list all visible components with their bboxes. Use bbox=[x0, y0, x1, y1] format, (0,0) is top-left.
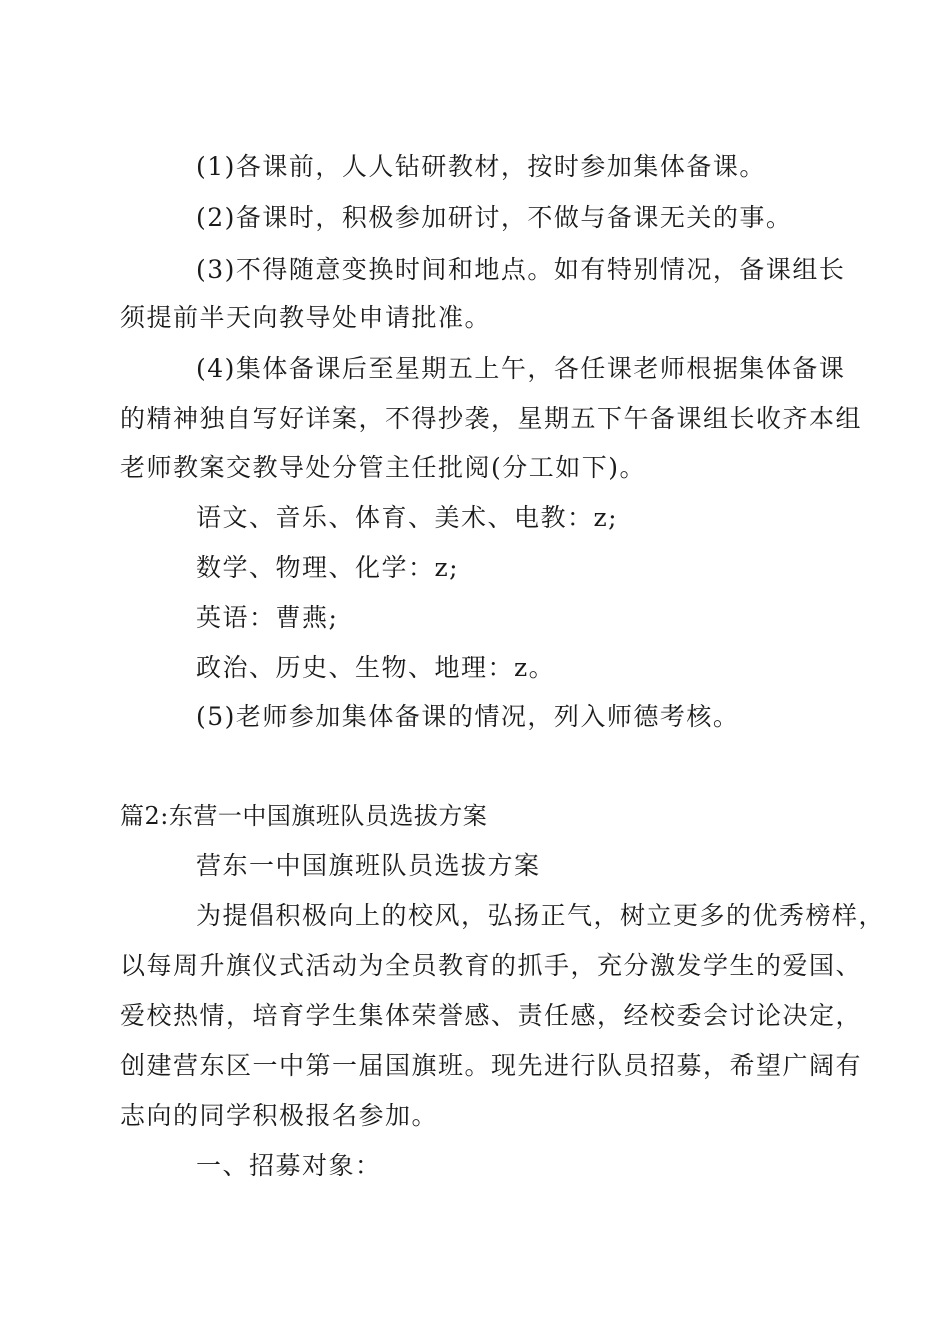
rule-item-2: (2)备课时，积极参加研讨，不做与备课无关的事。 bbox=[196, 203, 793, 232]
rule-item-5: (5)老师参加集体备课的情况，列入师德考核。 bbox=[196, 702, 740, 731]
rule-item-4-line-3: 老师教案交教导处分管主任批阅(分工如下)。 bbox=[120, 453, 647, 482]
assignment-line-1: 语文、音乐、体育、美术、电教：z; bbox=[196, 503, 619, 532]
assignment-line-2: 数学、物理、化学：z; bbox=[196, 553, 460, 582]
section-heading: 篇2:东营一中国旗班队员选拔方案 bbox=[120, 802, 488, 830]
rule-item-4-line-2: 的精神独自写好详案，不得抄袭，星期五下午备课组长收齐本组 bbox=[120, 404, 863, 433]
assignment-line-3: 英语：曹燕; bbox=[196, 603, 339, 632]
paragraph-line-4: 创建营东区一中第一届国旗班。现先进行队员招募，希望广阔有 bbox=[120, 1051, 863, 1080]
rule-item-4-line-1: (4)集体备课后至星期五上午，各任课老师根据集体备课 bbox=[196, 354, 846, 383]
paragraph-line-1: 为提倡积极向上的校风，弘扬正气，树立更多的优秀榜样， bbox=[196, 901, 886, 930]
paragraph-line-5: 志向的同学积极报名参加。 bbox=[120, 1101, 439, 1130]
paragraph-line-2: 以每周升旗仪式活动为全员教育的抓手，充分激发学生的爱国、 bbox=[120, 951, 863, 980]
rule-item-3-line-2: 须提前半天向教导处申请批准。 bbox=[120, 303, 492, 332]
rule-item-1: (1)各课前，人人钻研教材，按时参加集体备课。 bbox=[196, 152, 766, 181]
recruitment-heading: 一、招募对象： bbox=[196, 1151, 382, 1180]
section-subtitle: 营东一中国旗班队员选拔方案 bbox=[196, 851, 541, 880]
assignment-line-4: 政治、历史、生物、地理：z。 bbox=[196, 653, 556, 682]
paragraph-line-3: 爱校热情，培育学生集体荣誉感、责任感，经校委会讨论决定， bbox=[120, 1001, 863, 1030]
rule-item-3-line-1: (3)不得随意变换时间和地点。如有特别情况，备课组长 bbox=[196, 255, 846, 284]
